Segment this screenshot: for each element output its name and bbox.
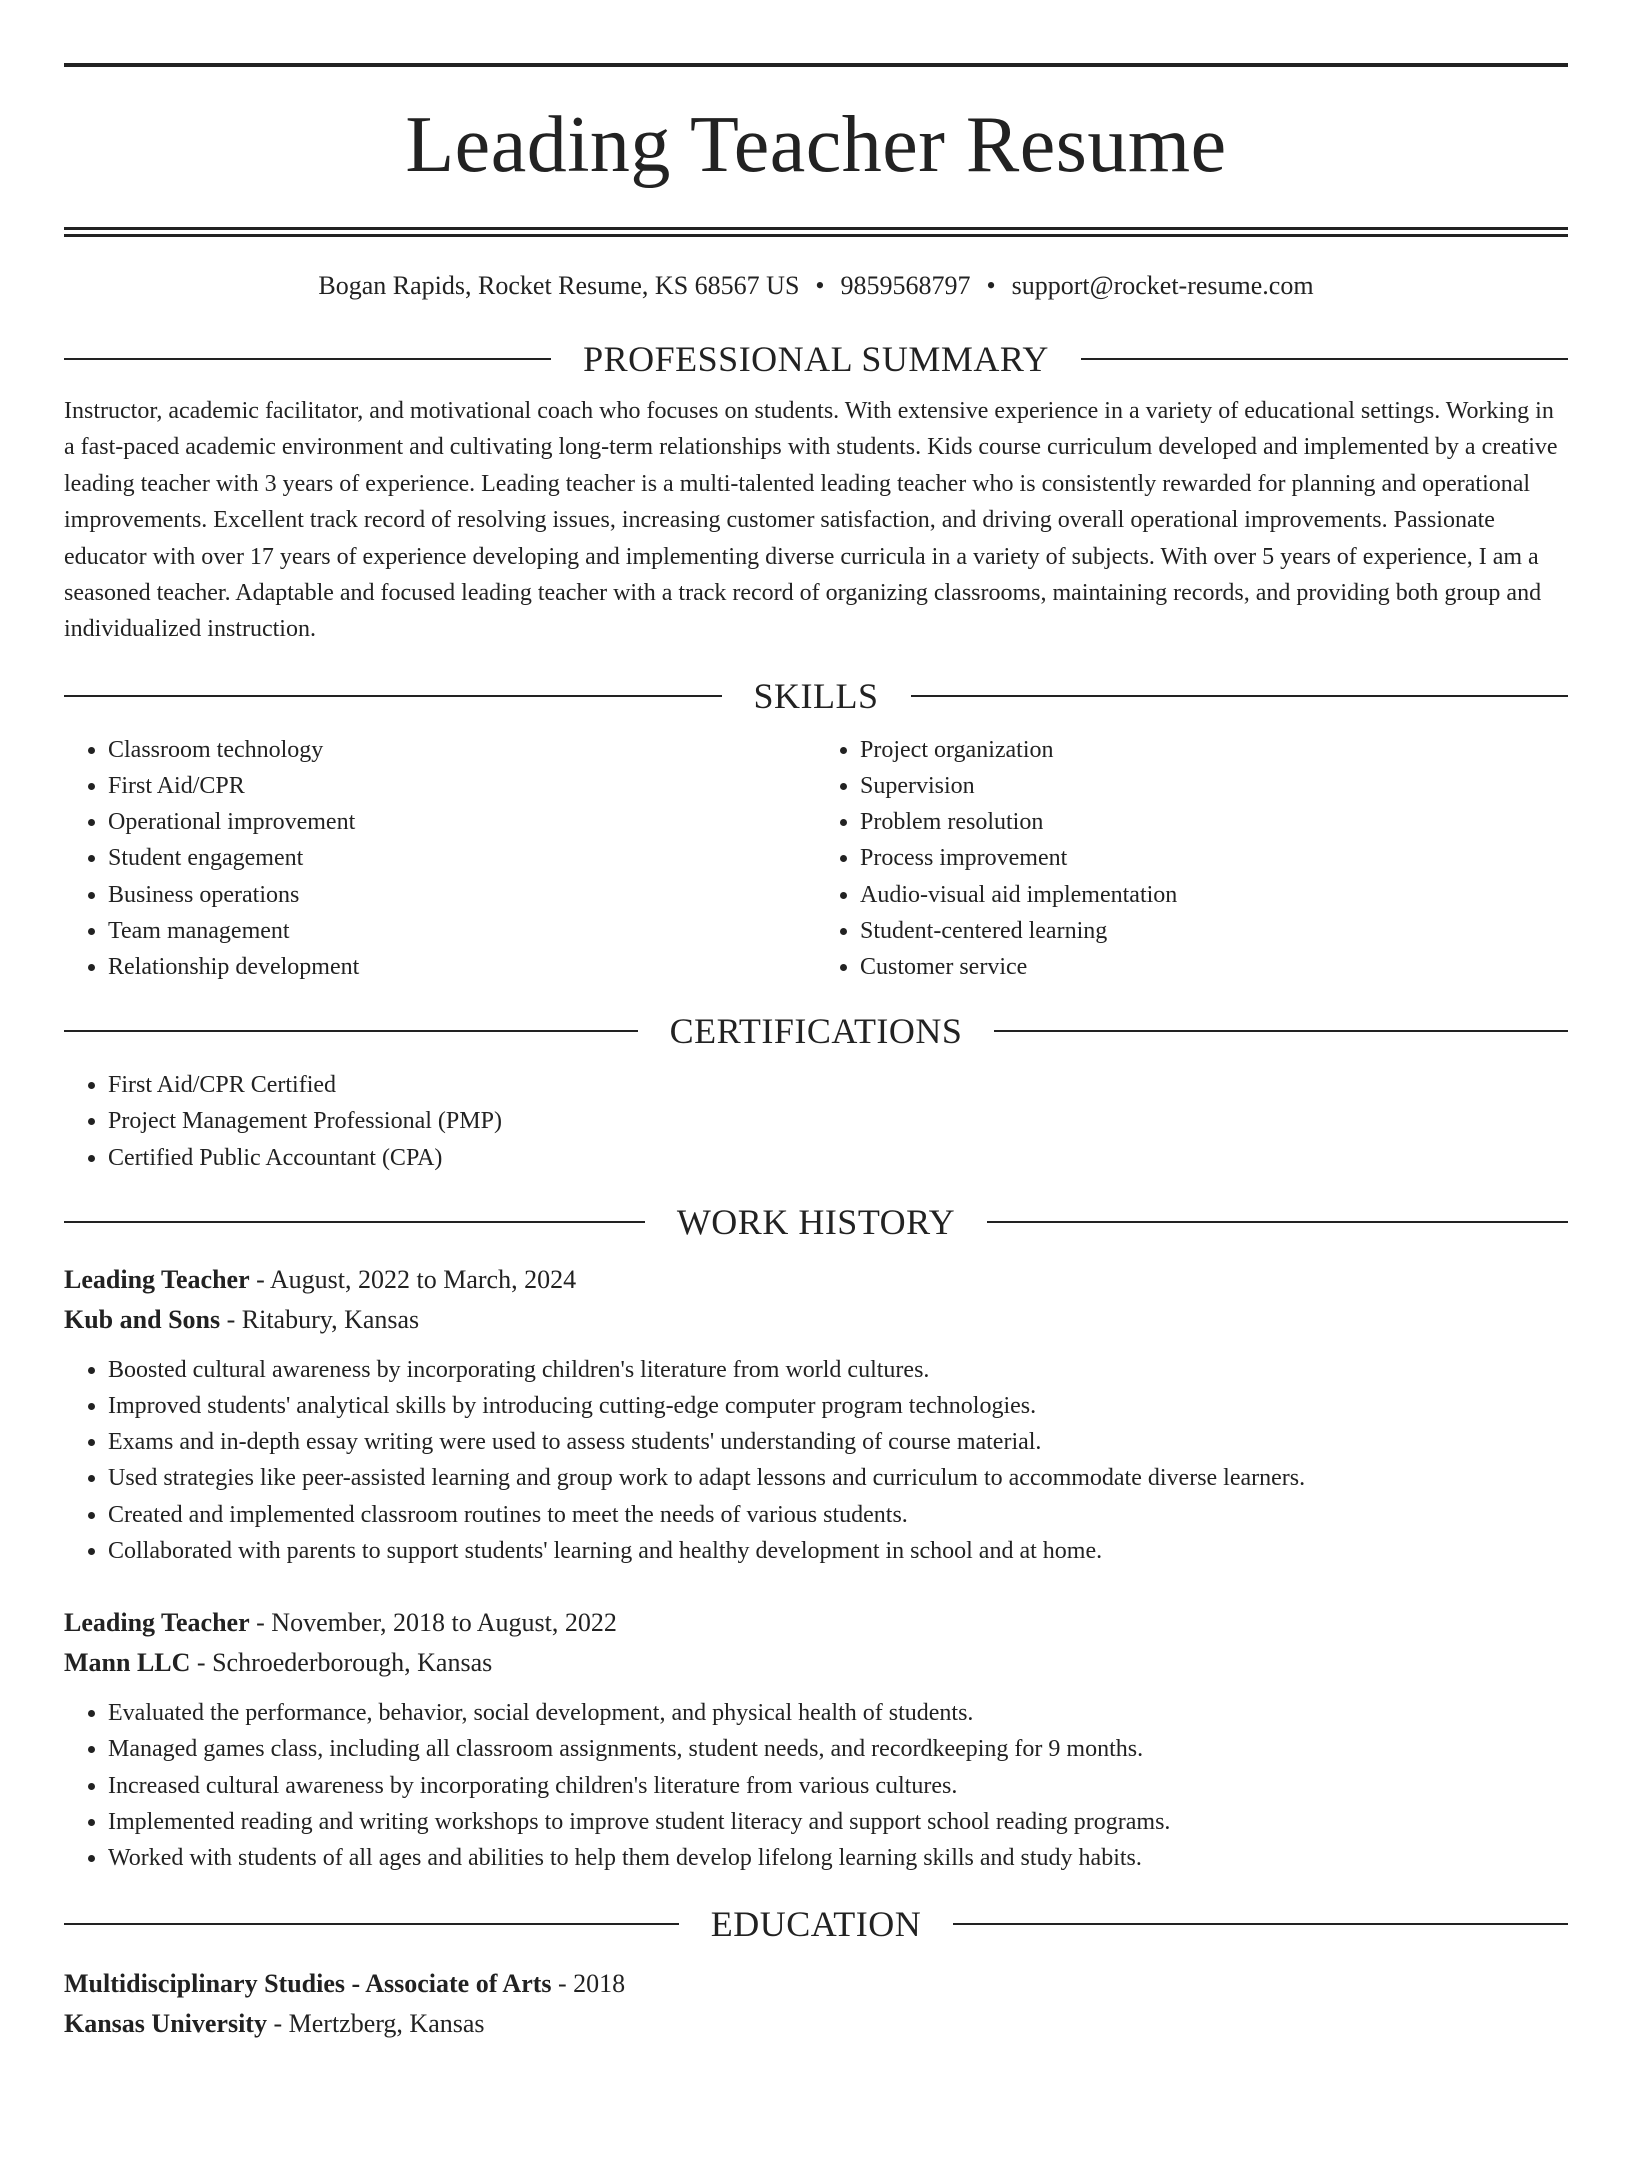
job-company: Mann LLC [64,1648,191,1678]
job-duty-item: • Boosted cultural awareness by incorporating children's literature from world cultures. [108,1352,1568,1388]
section-rule [64,358,551,360]
skill-item: • Relationship development [108,949,816,985]
job-location: - Schroederborough, Kansas [190,1648,493,1678]
skill-item: • Business operations [108,877,816,913]
skill-item: • Project organization [860,732,1568,768]
job-duties-list [64,1695,1568,1876]
section-header-education [64,1902,1568,1946]
job-duties-list [64,1352,1568,1569]
top-rule [64,63,1568,67]
job-duty-item: • Improved students' analytical skills by introducing cutting-edge computer program technologies. [108,1388,1568,1424]
section-rule [64,695,722,697]
section-header-skills [64,674,1568,718]
job-dates: - August, 2022 to March, 2024 [249,1264,577,1294]
job-duty-item: • Exams and in-depth essay writing were used to assess students' understanding of course material. [108,1424,1568,1460]
skill-item: • Problem resolution [860,804,1568,840]
section-header-work-history [64,1200,1568,1244]
skill-item: • Supervision [860,768,1568,804]
resume-page [0,63,1632,2175]
education-school-line [64,2004,1568,2044]
skill-item: • Customer service [860,949,1568,985]
skill-item: • Student engagement [108,840,816,876]
section-rule [1081,358,1568,360]
job-entry [64,1260,1568,1569]
section-header-summary [64,337,1568,381]
section-rule [994,1030,1568,1032]
section-title-certifications: CERTIFICATIONS [669,1011,963,1052]
skills-list-left [64,732,816,985]
skill-item: • First Aid/CPR [108,768,816,804]
skills-grid [64,718,1568,985]
contact-separator: • [986,271,996,300]
education-location: - Mertzberg, Kansas [266,2009,485,2039]
section-title-summary: PROFESSIONAL SUMMARY [583,339,1049,379]
contact-phone: 9859568797 [840,271,971,300]
job-duty-item: • Managed games class, including all classroom assignments, student needs, and recordkeeping for 9 months. [108,1731,1568,1767]
skill-item: • Audio-visual aid implementation [860,877,1568,913]
job-role: Leading Teacher [64,1608,250,1638]
job-company-line [64,1300,1568,1340]
section-title-education: EDUCATION [710,1904,922,1945]
education-school: Kansas University [64,2009,267,2039]
job-duty-item: • Increased cultural awareness by incorporating children's literature from various cultures. [108,1768,1568,1804]
certification-item: • Certified Public Accountant (CPA) [108,1140,1568,1176]
section-rule [64,1923,679,1925]
title-double-rule [64,227,1568,237]
skill-item: • Student-centered learning [860,913,1568,949]
section-title-work-history: WORK HISTORY [676,1201,956,1242]
section-rule [911,695,1569,697]
job-title-line [64,1260,1568,1300]
section-header-certifications [64,1009,1568,1053]
section-rule [64,1030,638,1032]
job-entry [64,1603,1568,1876]
job-company-line [64,1643,1568,1683]
job-location: - Ritabury, Kansas [220,1304,420,1334]
resume-title: Leading Teacher Resume [405,101,1227,189]
contact-email: support@rocket-resume.com [1011,271,1314,300]
job-duty-item: • Implemented reading and writing workshops to improve student literacy and support school reading programs. [108,1804,1568,1840]
section-rule [987,1221,1568,1223]
certification-item: • First Aid/CPR Certified [108,1067,1568,1103]
job-duty-item: • Created and implemented classroom routines to meet the needs of various students. [108,1497,1568,1533]
contact-separator: • [815,271,825,300]
education-year: - 2018 [551,1969,626,1999]
certifications-list [64,1067,1568,1176]
section-rule [64,1221,645,1223]
skill-item: • Team management [108,913,816,949]
skill-item: • Operational improvement [108,804,816,840]
certification-item: • Project Management Professional (PMP) [108,1103,1568,1139]
job-duty-item: • Worked with students of all ages and abilities to help them develop lifelong learning skills and study habits. [108,1840,1568,1876]
section-rule [953,1923,1568,1925]
education-degree-line [64,1964,1568,2004]
summary-paragraph: Instructor, academic facilitator, and motivational coach who focuses on students. With extensive experience in a variety of educational settings. Working in a fast-paced academic environment and cultivating long-term relationships with students. Kids course curriculum developed and implemented by a creative leading teacher with 3 years of experience. Leading teacher is a multi-talented leading teacher who is consistently rewarded for planning and operational improvements. Excellent track record of resolving issues, increasing customer satisfaction, and driving overall operational improvements. Passionate educator with over 17 years of experience developing and implementing diverse curricula in a variety of subjects. With over 5 years of experience, I am a seasoned teacher. Adaptable and focused leading teacher with a track record of organizing classrooms, maintaining records, and providing both group and individualized instruction. [64,398,1558,643]
skills-list-right [816,732,1568,985]
job-duty-item: • Evaluated the performance, behavior, social development, and physical health of students. [108,1695,1568,1731]
job-role: Leading Teacher [64,1264,250,1294]
job-dates: - November, 2018 to August, 2022 [249,1608,617,1638]
job-title-line [64,1603,1568,1643]
section-title-skills: SKILLS [753,675,879,716]
skill-item: • Classroom technology [108,732,816,768]
skill-item: • Process improvement [860,840,1568,876]
job-duty-item: • Collaborated with parents to support students' learning and healthy development in school and at home. [108,1533,1568,1569]
contact-address: Bogan Rapids, Rocket Resume, KS 68567 US [318,271,800,300]
education-entry [64,1964,1568,2044]
education-degree: Multidisciplinary Studies - Associate of Arts [64,1969,552,1999]
job-duty-item: • Used strategies like peer-assisted learning and group work to adapt lessons and curriculum to accommodate diverse learners. [108,1460,1568,1496]
contact-line [64,269,1568,303]
job-company: Kub and Sons [64,1304,221,1334]
